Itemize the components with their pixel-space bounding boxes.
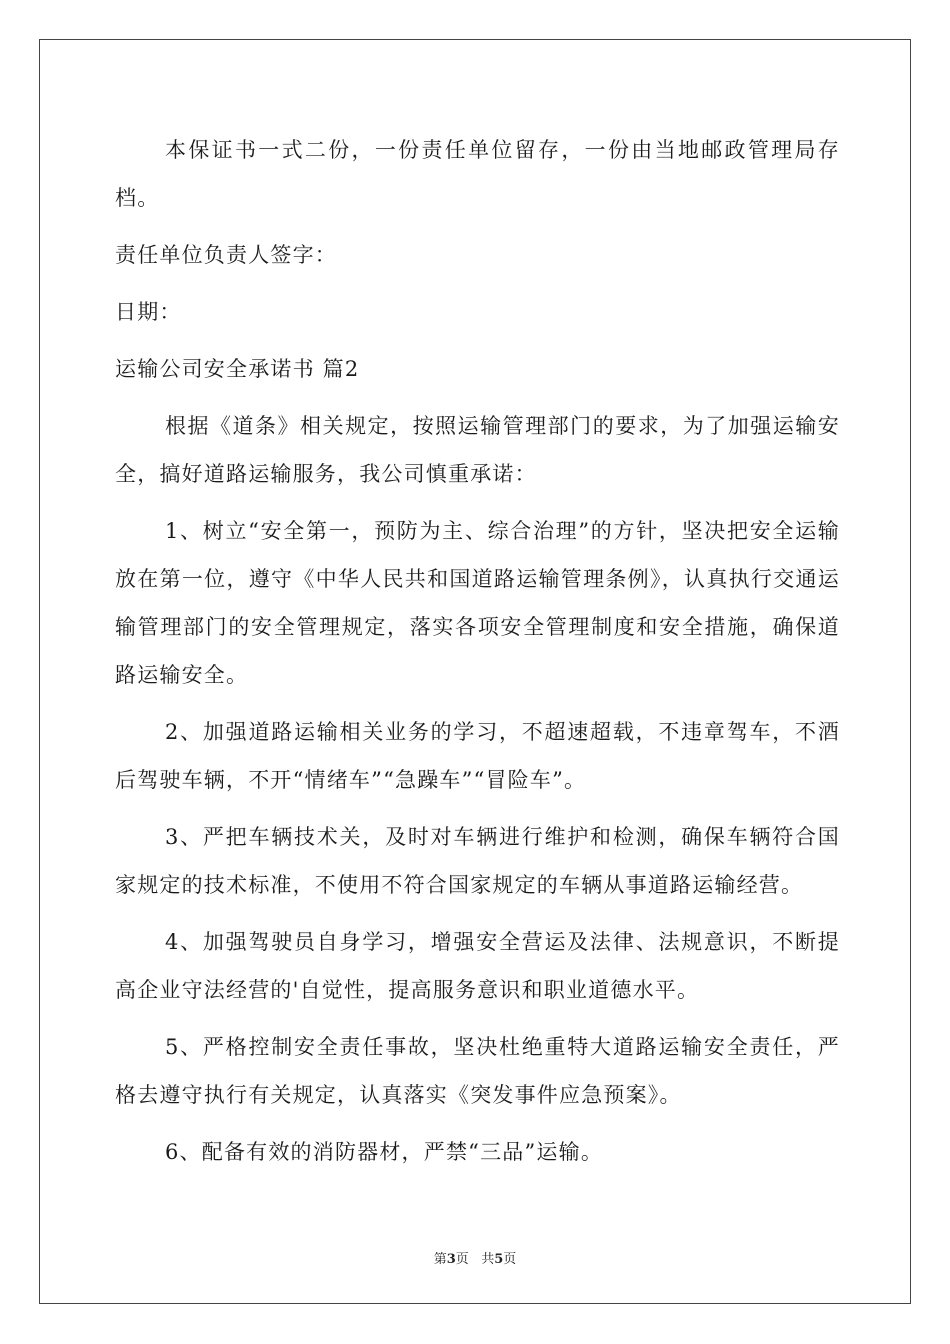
total-suffix: 页 bbox=[503, 1252, 517, 1267]
page-prefix: 第 bbox=[433, 1252, 447, 1267]
page-footer bbox=[0, 1248, 950, 1267]
paragraph: 1、树立“安全第一，预防为主、综合治理”的方针，坚决把安全运输放在第一位，遵守《中华人民共和国道路运输管理条例》，认真执行交通运输管理部门的安全管理规定，落实各项安全管理制度和安全措施，确保道路运输安全。 bbox=[115, 519, 840, 687]
paragraph: 2、加强道路运输相关业务的学习，不超速超载，不违章驾车，不酒后驾驶车辆，不开“情绪车”“急躁车”“冒险车”。 bbox=[115, 720, 840, 792]
paragraph: 4、加强驾驶员自身学习，增强安全营运及法律、法规意识，不断提高企业守法经营的'自觉性，提高服务意识和职业道德水平。 bbox=[115, 930, 840, 1002]
section-title: 运输公司安全承诺书 篇2 bbox=[115, 357, 360, 381]
signature-line: 责任单位负责人签字： bbox=[115, 243, 337, 267]
paragraph: 6、配备有效的消防器材，严禁“三品”运输。 bbox=[165, 1140, 604, 1164]
paragraph: 5、严格控制安全责任事故，坚决杜绝重特大道路运输安全责任，严格去遵守执行有关规定，认真落实《突发事件应急预案》。 bbox=[115, 1035, 840, 1107]
document-body bbox=[115, 126, 840, 1185]
page-total: 5 bbox=[494, 1252, 504, 1267]
paragraph: 根据《道条》相关规定，按照运输管理部门的要求，为了加强运输安全，搞好道路运输服务，我公司慎重承诺： bbox=[115, 414, 840, 486]
page-suffix: 页 bbox=[455, 1252, 469, 1267]
date-line: 日期： bbox=[115, 300, 182, 324]
paragraph: 本保证书一式二份，一份责任单位留存，一份由当地邮政管理局存档。 bbox=[115, 138, 840, 210]
paragraph: 3、严把车辆技术关，及时对车辆进行维护和检测，确保车辆符合国家规定的技术标准，不使用不符合国家规定的车辆从事道路运输经营。 bbox=[115, 825, 840, 897]
page-number: 3 bbox=[446, 1252, 456, 1267]
total-prefix: 共 bbox=[481, 1252, 495, 1267]
